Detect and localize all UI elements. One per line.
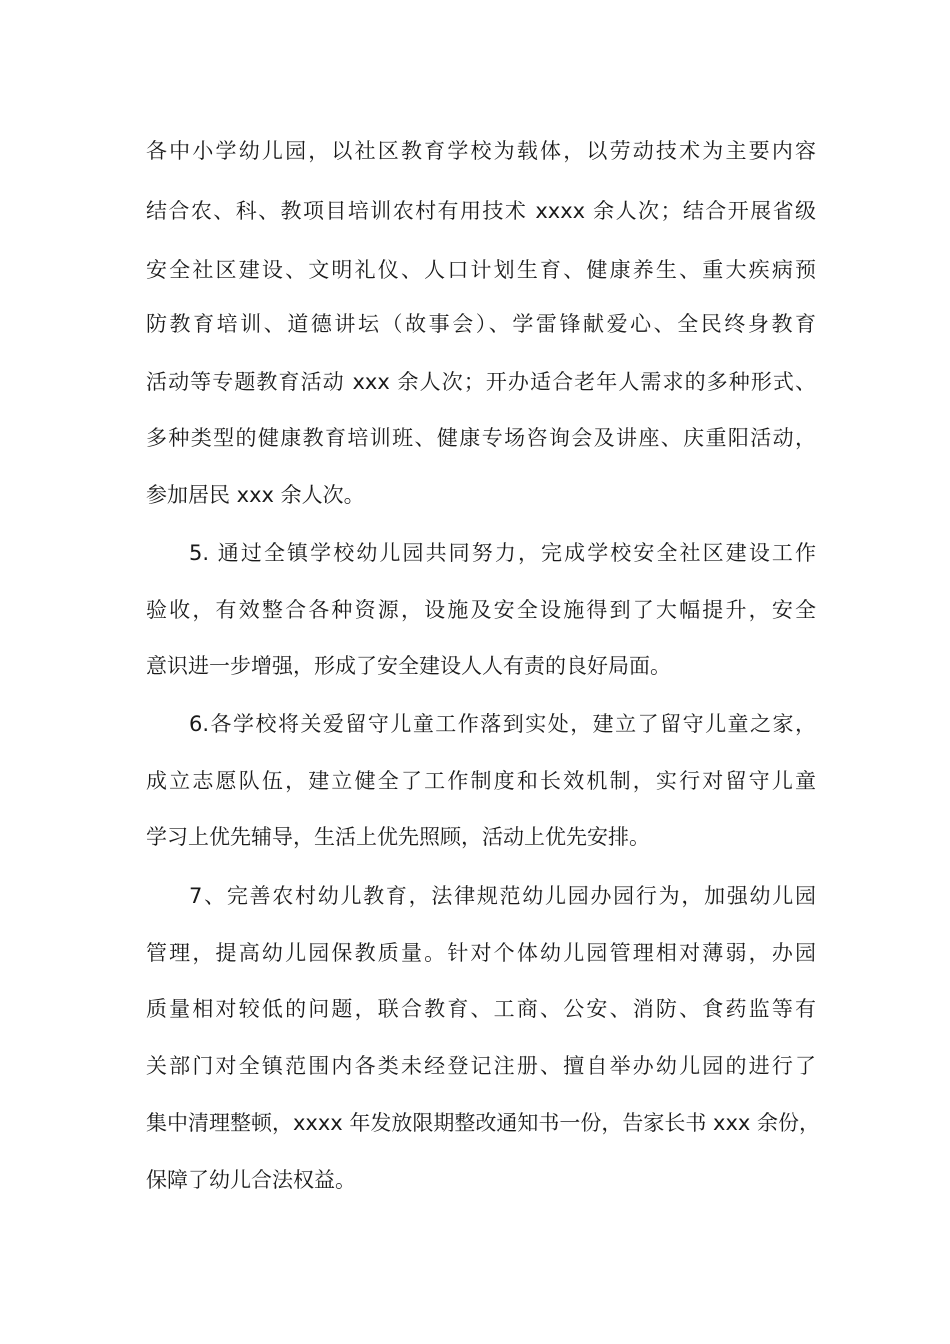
paragraph-line: 集中清理整顿，xxxx 年发放限期整改通知书一份，告家长书 xxx 余份， xyxy=(146,1111,821,1135)
paragraph-line: 意识进一步增强，形成了安全建设人人有责的良好局面。 xyxy=(146,654,671,678)
paragraph-line: 验收，有效整合各种资源，设施及安全设施得到了大幅提升，安全 xyxy=(146,598,816,622)
paragraph-line: 5. 通过全镇学校幼儿园共同努力，完成学校安全社区建设工作 xyxy=(189,541,816,565)
paragraph-line: 参加居民 xxx 余人次。 xyxy=(146,483,365,507)
paragraph-line: 各中小学幼儿园，以社区教育学校为载体，以劳动技术为主要内容 xyxy=(146,139,816,163)
paragraph-line: 学习上优先辅导，生活上优先照顾，活动上优先安排。 xyxy=(146,825,650,849)
paragraph-line: 7、完善农村幼儿教育，法律规范幼儿园办园行为，加强幼儿园 xyxy=(189,884,816,908)
paragraph-line: 成立志愿队伍，建立健全了工作制度和长效机制，实行对留守儿童 xyxy=(146,769,816,793)
paragraph-line: 管理，提高幼儿园保教质量。针对个体幼儿园管理相对薄弱，办园 xyxy=(146,941,816,965)
paragraph-line: 6.各学校将关爱留守儿童工作落到实处，建立了留守儿童之家， xyxy=(189,712,816,736)
paragraph-line: 安全社区建设、文明礼仪、人口计划生育、健康养生、重大疾病预 xyxy=(146,258,816,282)
paragraph-line: 结合农、科、教项目培训农村有用技术 xxxx 余人次；结合开展省级 xyxy=(146,199,816,223)
paragraph-line: 多种类型的健康教育培训班、健康专场咨询会及讲座、庆重阳活动， xyxy=(146,426,816,450)
paragraph-line: 防教育培训、道德讲坛（故事会）、学雷锋献爱心、全民终身教育 xyxy=(146,312,816,336)
paragraph-line: 质量相对较低的问题，联合教育、工商、公安、消防、食药监等有 xyxy=(146,997,816,1021)
paragraph-line: 保障了幼儿合法权益。 xyxy=(146,1168,356,1192)
paragraph-line: 活动等专题教育活动 xxx 余人次；开办适合老年人需求的多种形式、 xyxy=(146,370,816,394)
paragraph-line: 关部门对全镇范围内各类未经登记注册、擅自举办幼儿园的进行了 xyxy=(146,1054,816,1078)
